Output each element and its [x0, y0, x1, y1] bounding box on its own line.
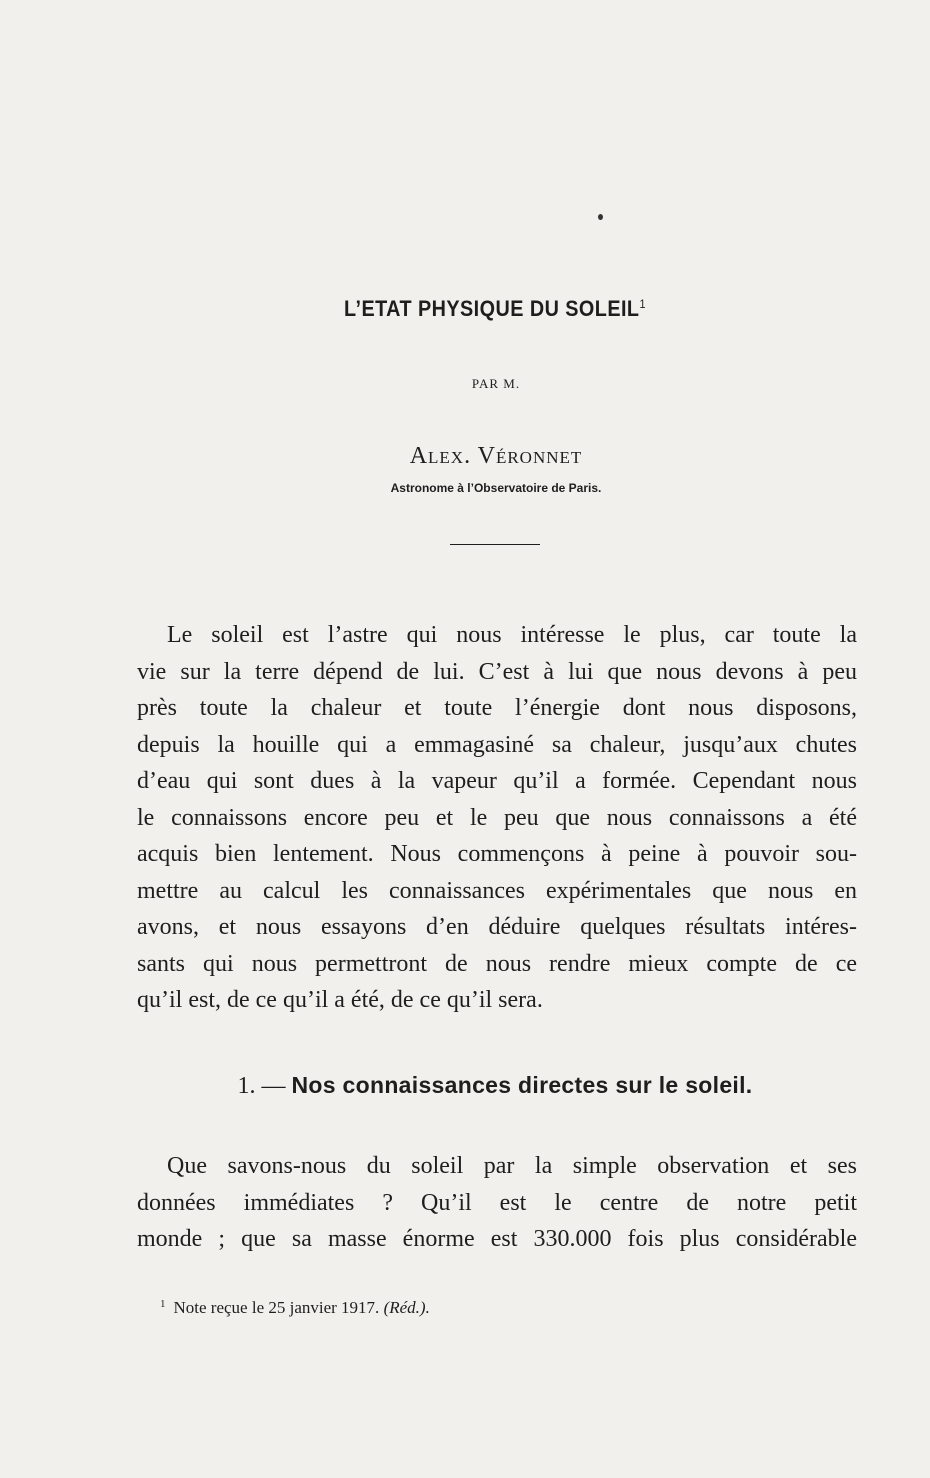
- title-footnote-mark: 1: [639, 297, 646, 311]
- text-line: sants qui nous permettront de nous rendre mieux compte de ce: [137, 950, 857, 977]
- text-line: monde ; que sa masse énorme est 330.000 fois plus considérable: [137, 1226, 857, 1252]
- footnote: [160, 1298, 430, 1318]
- footnote-text: Note reçue le 25 janvier 1917.: [173, 1298, 380, 1317]
- section-number: 1. —: [237, 1073, 286, 1099]
- text-line: le connaissons encore peu et le peu que nous connaissons a été: [137, 804, 857, 831]
- author-affiliation: Astronome à l’Observatoire de Paris.: [390, 481, 602, 495]
- text-line: vie sur la terre dépend de lui. C’est à lui que nous devons à peu: [137, 658, 857, 685]
- author-name: Alex. Véronnet: [409, 443, 583, 469]
- text-line: près toute la chaleur et toute l’énergie dont nous disposons,: [137, 695, 857, 721]
- article-title-text: L’ETAT PHYSIQUE DU SOLEIL: [344, 296, 640, 321]
- text-line: données immédiates ? Qu’il est le centre de notre petit: [137, 1189, 857, 1216]
- text-line: acquis bien lentement. Nous commençons à peine à pouvoir sou-: [137, 841, 857, 867]
- paragraph-intro: [137, 617, 857, 1019]
- text-line: Que savons-nous du soleil par la simple observation et ses: [167, 1153, 857, 1179]
- section-heading: [0, 1072, 930, 1100]
- footnote-mark: 1: [160, 1298, 166, 1310]
- text-line: d’eau qui sont dues à la vapeur qu’il a formée. Cependant nous: [137, 768, 857, 794]
- title-divider: [450, 544, 540, 545]
- byline-prefix: PAR M.: [471, 376, 521, 391]
- article-title: [50, 296, 930, 322]
- text-line: mettre au calcul les connaissances expérimentales que nous en: [137, 877, 857, 904]
- section-title: Nos connaissances directes sur le soleil.: [291, 1072, 753, 1098]
- text-line: qu’il est, de ce qu’il a été, de ce qu’il sera.: [137, 987, 543, 1013]
- paragraph-section1: [137, 1148, 857, 1258]
- footnote-editor-note: (Réd.).: [383, 1298, 430, 1317]
- text-line: depuis la houille qui a emmagasiné sa chaleur, jusqu’aux chutes: [137, 731, 857, 758]
- ink-speck: [598, 214, 603, 220]
- text-line: Le soleil est l’astre qui nous intéresse le plus, car toute la: [167, 622, 857, 648]
- text-line: avons, et nous essayons d’en déduire quelques résultats intéres-: [137, 914, 857, 940]
